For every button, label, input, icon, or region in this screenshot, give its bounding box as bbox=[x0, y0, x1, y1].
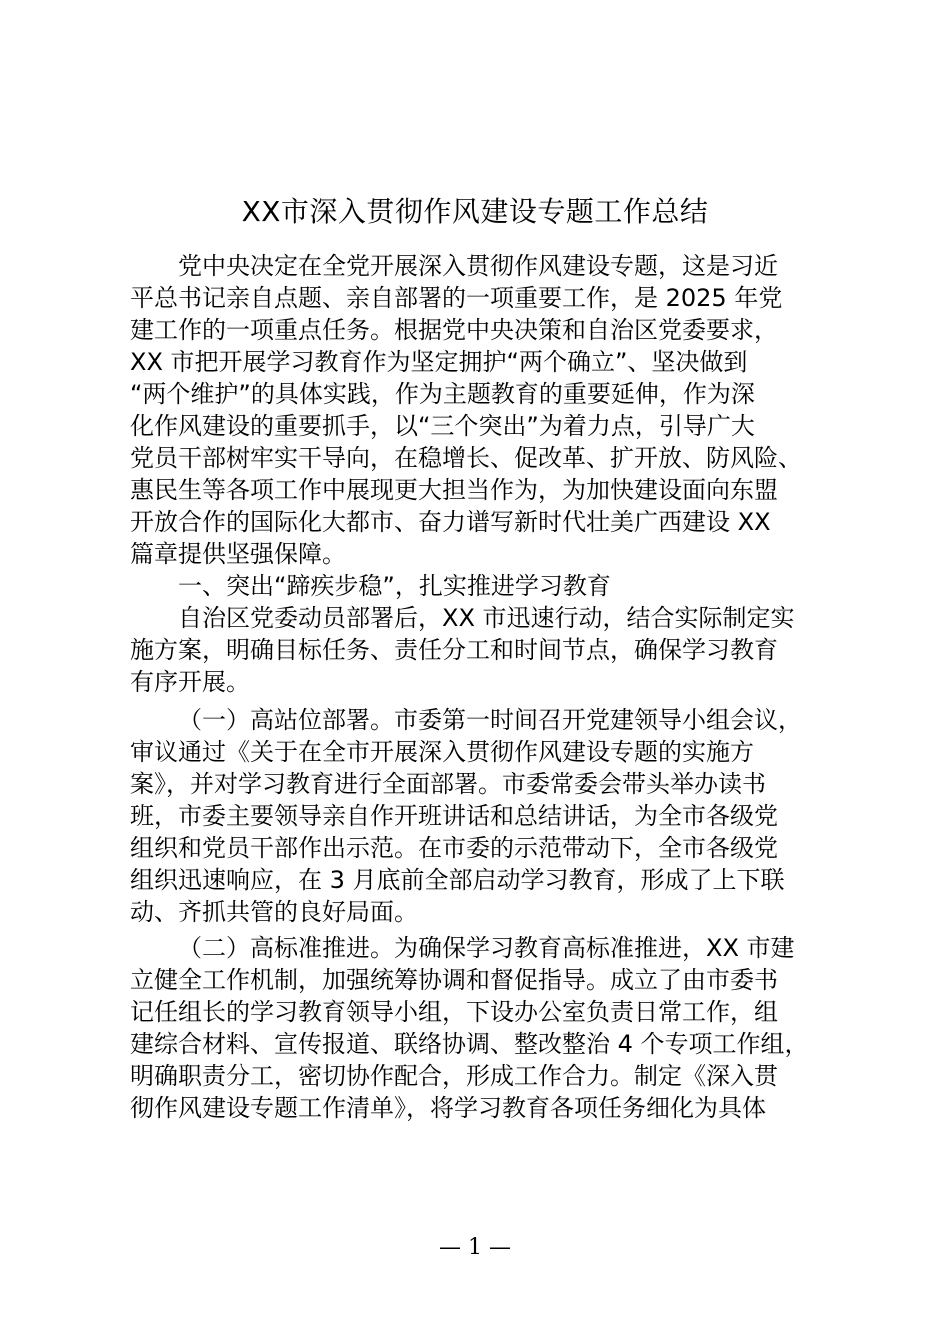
paragraph-line: 开放合作的国际化大都市、奋力谱写新时代壮美广西建设 XX bbox=[130, 508, 771, 536]
paragraph-line: 明确职责分工，密切协作配合，形成工作合力。制定《深入贯 bbox=[130, 1062, 778, 1090]
section-heading: 一、突出“蹄疾步稳”，扎实推进学习教育 bbox=[178, 572, 611, 600]
paragraph-line: 篇章提供坚强保障。 bbox=[130, 540, 346, 568]
paragraph-line: 有序开展。 bbox=[130, 668, 250, 696]
paragraph-line: 动、齐抓共管的良好局面。 bbox=[130, 898, 418, 926]
subsection-line: （一）高站位部署。市委第一时间召开党建领导小组会议， bbox=[178, 706, 802, 734]
paragraph-line: 党员干部树牢实干导向，在稳增长、促改革、扩开放、防风险、 bbox=[130, 444, 802, 472]
paragraph-line: 化作风建设的重要抓手，以“三个突出”为着力点，引导广大 bbox=[130, 412, 755, 440]
subsection-line: （二）高标准推进。为确保学习教育高标准推进，XX 市建 bbox=[178, 934, 795, 962]
paragraph-line: XX 市把开展学习教育作为坚定拥护“两个确立”、坚决做到 bbox=[130, 348, 748, 376]
paragraph-line: 建工作的一项重点任务。根据党中央决策和自治区党委要求， bbox=[130, 316, 778, 344]
paragraph-line: 记任组长的学习教育领导小组，下设办公室负责日常工作，组 bbox=[130, 998, 778, 1026]
paragraph-line: 党中央决定在全党开展深入贯彻作风建设专题，这是习近 bbox=[178, 252, 778, 280]
paragraph-line: 组织和党员干部作出示范。在市委的示范带动下，全市各级党 bbox=[130, 834, 778, 862]
paragraph-line: 案》，并对学习教育进行全面部署。市委常委会带头举办读书 bbox=[130, 770, 766, 798]
paragraph-line: 惠民生等各项工作中展现更大担当作为，为加快建设面向东盟 bbox=[130, 476, 778, 504]
paragraph-line: 施方案，明确目标任务、责任分工和时间节点，确保学习教育 bbox=[130, 636, 778, 664]
paragraph-line: “两个维护”的具体实践，作为主题教育的重要延伸，作为深 bbox=[130, 380, 755, 408]
paragraph-line: 建综合材料、宣传报道、联络协调、整改整治 4 个专项工作组， bbox=[130, 1030, 809, 1058]
paragraph-line: 组织迅速响应，在 3 月底前全部启动学习教育，形成了上下联 bbox=[130, 866, 785, 894]
page-number: — 1 — bbox=[439, 1235, 511, 1260]
paragraph-line: 自治区党委动员部署后，XX 市迅速行动，结合实际制定实 bbox=[178, 604, 795, 632]
paragraph-line: 审议通过《关于在全市开展深入贯彻作风建设专题的实施方 bbox=[130, 738, 754, 766]
paragraph-line: 班，市委主要领导亲自作开班讲话和总结讲话，为全市各级党 bbox=[130, 802, 778, 830]
paragraph-line: 立健全工作机制，加强统筹协调和督促指导。成立了由市委书 bbox=[130, 966, 778, 994]
paragraph-line: 彻作风建设专题工作清单》，将学习教育各项任务细化为具体 bbox=[130, 1094, 766, 1122]
document-title: XX市深入贯彻作风建设专题工作总结 bbox=[241, 195, 709, 228]
paragraph-line: 平总书记亲自点题、亲自部署的一项重要工作，是 2025 年党 bbox=[130, 284, 783, 312]
